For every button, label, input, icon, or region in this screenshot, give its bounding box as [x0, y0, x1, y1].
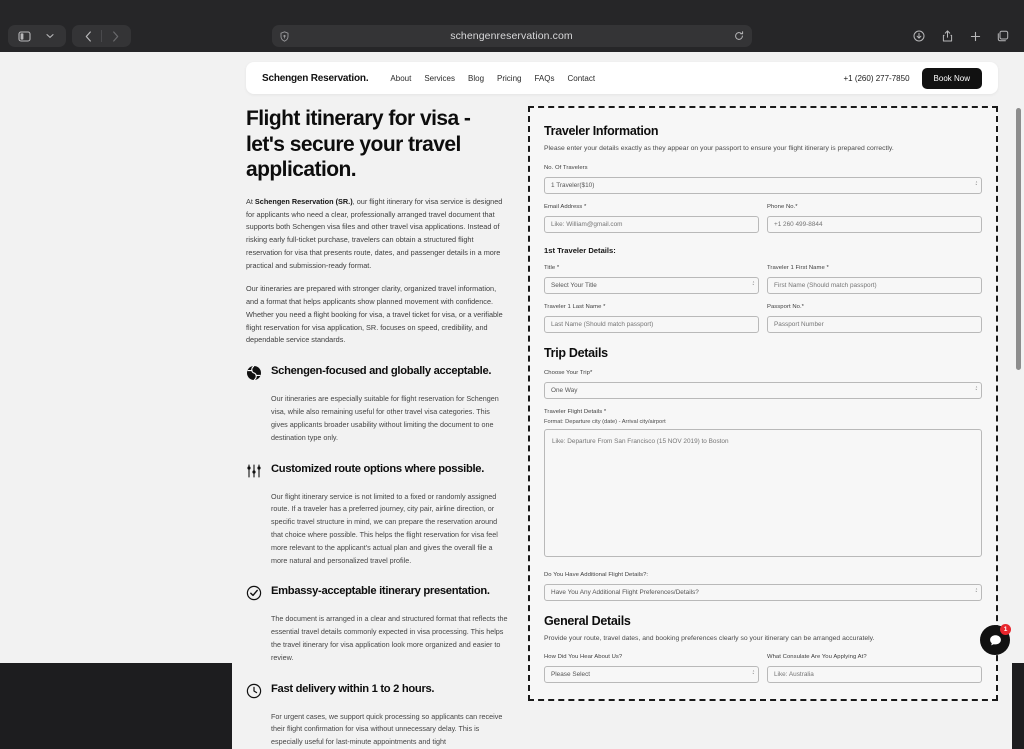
page-title: Flight itinerary for visa - let's secure your travel application. — [246, 107, 471, 182]
title-field-wrap — [544, 265, 759, 294]
nav-link-blog[interactable]: Blog — [468, 73, 485, 83]
browser-toolbar — [0, 20, 1024, 52]
lastname-label: Traveler 1 Last Name * — [544, 303, 606, 310]
traveler-info-heading: Traveler Information — [544, 124, 659, 138]
feature-title: Embassy-acceptable itinerary presentation. — [271, 585, 490, 598]
traveler-info-description: Please enter your details exactly as they appear on your passport to ensure your flight itinerary is prepared correctly. — [544, 145, 894, 152]
feature-body — [271, 682, 508, 704]
first-traveler-heading: 1st Traveler Details: — [544, 245, 616, 255]
navigation-controls — [72, 25, 131, 47]
feature-item — [246, 364, 508, 386]
travelers-select-wrap — [544, 174, 982, 194]
flight-details-label: Traveler Flight Details * — [544, 408, 607, 415]
general-details-heading: General Details — [544, 613, 631, 628]
travelers-field — [544, 165, 982, 194]
trip-select[interactable] — [544, 382, 982, 399]
trip-details-heading: Trip Details — [544, 345, 608, 360]
feature-text: Our itineraries are especially suitable for flight reservation for Schengen visa, while also remaining useful for other travel visa categories. This gives applicants broader usability without limiting the document to one destination type only. — [271, 394, 499, 442]
page-viewport — [0, 52, 1024, 747]
nav-link-services[interactable]: Services — [424, 73, 455, 83]
feature-text: For urgent cases, we support quick processing so applicants can receive their flight confirmation for visa without unnecessary delay. This is especially useful for last-minute appointments and tight — [271, 711, 503, 747]
feature-title: Customized route options where possible. — [271, 462, 485, 475]
general-row — [544, 654, 982, 683]
consulate-field-wrap — [767, 654, 982, 683]
scrollbar-thumb[interactable] — [1016, 108, 1021, 370]
tab-overview-icon[interactable] — [990, 26, 1016, 46]
downloads-icon[interactable] — [906, 26, 932, 46]
booking-form — [528, 106, 998, 701]
format-note: Format: Departure city (date) - Arrival city/airport — [544, 418, 666, 425]
site-brand[interactable]: Schengen Reservation. — [262, 72, 369, 84]
title-select-wrap — [544, 274, 759, 294]
flight-details-textarea[interactable] — [544, 429, 982, 557]
nav-link-faqs[interactable]: FAQs — [534, 73, 555, 83]
email-field-wrap — [544, 204, 759, 233]
brand-mention: Schengen Reservation (SR.) — [254, 196, 353, 206]
consulate-label: What Consulate Are You Applying At? — [767, 654, 867, 661]
feature-title: Schengen-focused and globally acceptable. — [271, 365, 492, 378]
travelers-label: No. Of Travelers — [544, 164, 588, 171]
chat-widget-button[interactable] — [980, 625, 1010, 655]
phone-field[interactable] — [767, 216, 982, 233]
passport-field[interactable] — [767, 316, 982, 333]
additional-flight-label: Do You Have Additional Flight Details?: — [544, 571, 649, 578]
hear-select-wrap — [544, 663, 759, 683]
general-details-description: Provide your route, travel dates, and booking preferences clearly so your itinerary can be arranged accurately. — [544, 634, 875, 642]
back-arrow-icon[interactable] — [75, 26, 101, 46]
book-now-button[interactable]: Book Now — [922, 68, 982, 89]
feature-text: The document is arranged in a clear and structured format that reflects the essential travel details commonly expected in visa processing. This helps the travel itinerary for visa application look more organized and easier to review. — [271, 614, 508, 662]
feature-body — [271, 584, 508, 606]
travelers-select[interactable] — [544, 177, 982, 194]
title-label: Title * — [544, 264, 560, 271]
hear-label: How Did You Hear About Us? — [544, 654, 623, 661]
left-column — [246, 106, 508, 749]
additional-flight-select[interactable] — [544, 584, 982, 601]
page-scrollbar[interactable] — [1015, 108, 1022, 703]
forward-arrow-icon[interactable] — [102, 26, 128, 46]
nav-link-contact[interactable]: Contact — [567, 73, 596, 83]
clock-icon — [246, 682, 263, 704]
lastname-field-wrap — [544, 304, 759, 333]
sidebar-controls — [8, 25, 66, 47]
hear-field-wrap — [544, 654, 759, 683]
title-select[interactable] — [544, 277, 759, 294]
nav-link-about[interactable]: About — [390, 73, 412, 83]
hear-about-select[interactable] — [544, 666, 759, 683]
sidebar-icon[interactable] — [11, 26, 37, 46]
name-row-1 — [544, 265, 982, 294]
share-icon[interactable] — [934, 26, 960, 46]
phone-label: Phone No.* — [767, 203, 798, 210]
content-columns — [232, 94, 1012, 749]
email-field[interactable] — [544, 216, 759, 233]
reload-icon[interactable] — [734, 31, 744, 41]
feature-title: Fast delivery within 1 to 2 hours. — [271, 682, 435, 695]
firstname-field[interactable] — [767, 277, 982, 294]
flight-details-wrap — [544, 409, 982, 562]
site-navbar — [246, 62, 998, 94]
feature-item — [246, 584, 508, 606]
nav-link-pricing[interactable]: Pricing — [497, 73, 522, 83]
phone-number[interactable]: +1 (260) 277-7850 — [843, 73, 910, 83]
web-page — [232, 52, 1012, 749]
chevron-down-icon[interactable] — [37, 26, 63, 46]
nav-links — [390, 74, 595, 83]
passport-field-wrap — [767, 304, 982, 333]
intro-post: , our flight itinerary for visa service is designed for applicants who need a clear, professionally arranged travel document that supports both Schengen visa files and other travel visa applications. Instead of risking early full-ticket purchase, travelers can obtain a structured flight reservation for visa that presents route, dates, and passenger details in a more practical and submission-ready format. — [246, 196, 503, 270]
url-text: schengenreservation.com — [450, 30, 573, 42]
consulate-field[interactable] — [767, 666, 982, 683]
sliders-icon — [246, 462, 263, 484]
right-column — [528, 106, 998, 749]
globe-icon — [246, 364, 263, 386]
intro-paragraph-1 — [246, 196, 508, 273]
check-circle-icon — [246, 584, 263, 606]
feature-item — [246, 462, 508, 484]
shield-icon[interactable] — [280, 31, 289, 42]
feature-text: Our flight itinerary service is not limited to a fixed or randomly assigned route. If a traveler has a preferred journey, city pair, airline direction, or specific travel structure in mind, we can prepare the reservation around that choice where possible. This helps the flight reservation for visa feel more relevant to the applicant's actual plan and gives the overall file a more natural and personalized travel profile. — [271, 491, 498, 565]
intro-paragraph-2: Our itineraries are prepared with stronger clarity, organized travel information, and a format that helps applicants show planned movement with confidence. Whether you need a flight booking for visa, a travel ticket for visa, or a verifiable flight reservation for visa application, SR. focuses on speed, credibility, and dependable service standards. — [246, 284, 503, 345]
title-bar — [0, 0, 1024, 20]
plus-icon[interactable] — [962, 26, 988, 46]
additional-select-wrap — [544, 581, 982, 601]
trip-select-wrap — [544, 379, 982, 399]
contact-row — [544, 204, 982, 233]
name-row-2 — [544, 304, 982, 333]
trip-field-wrap — [544, 370, 982, 399]
additional-flight-wrap — [544, 572, 982, 601]
chat-bubble-icon — [988, 633, 1003, 648]
trip-label: Choose Your Trip* — [544, 369, 593, 376]
lastname-field[interactable] — [544, 316, 759, 333]
intro-pre: At — [246, 196, 255, 206]
feature-body — [271, 364, 508, 386]
chat-unread-badge: 1 — [1000, 624, 1011, 635]
nav-right-group — [843, 68, 982, 89]
email-label: Email Address * — [544, 203, 587, 210]
firstname-label: Traveler 1 First Name * — [767, 264, 829, 271]
phone-field-wrap — [767, 204, 982, 233]
firstname-field-wrap — [767, 265, 982, 294]
feature-body — [271, 462, 508, 484]
passport-label: Passport No.* — [767, 303, 804, 310]
address-bar[interactable] — [272, 25, 752, 47]
toolbar-right-group — [906, 26, 1016, 46]
feature-item — [246, 682, 508, 704]
